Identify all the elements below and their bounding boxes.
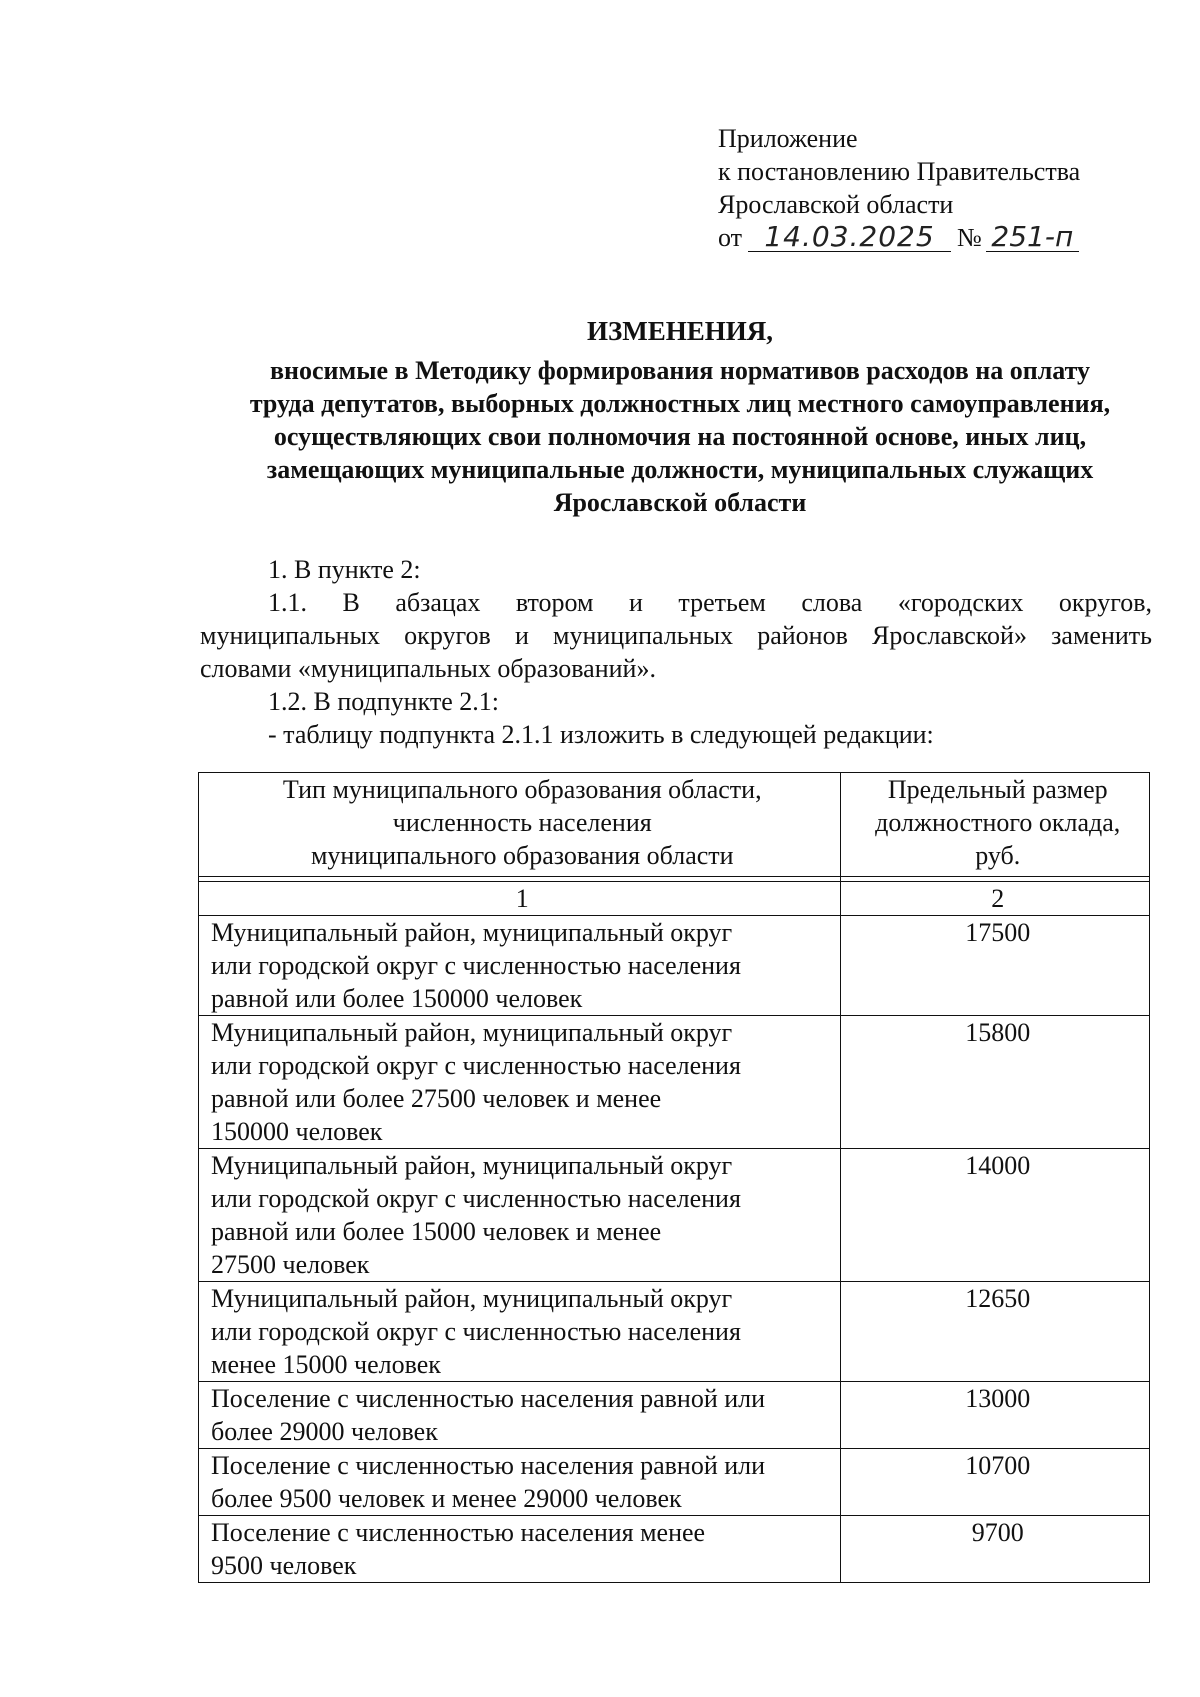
municipality-type-line: равной или более 15000 человек и менее bbox=[211, 1217, 662, 1246]
municipality-type-line: равной или более 27500 человек и менее bbox=[211, 1084, 662, 1113]
salary-limit-cell: 17500 bbox=[840, 916, 1150, 1016]
municipality-type-line: 27500 человек bbox=[211, 1250, 370, 1279]
table-row bbox=[199, 1016, 1150, 1149]
handwritten-date: 14.03.2025 bbox=[748, 223, 951, 252]
title-line: замещающих муниципальные должности, муниципальных служащих bbox=[266, 455, 1094, 484]
title-line: осуществляющих свои полномочия на постоянной основе, иных лиц, bbox=[273, 422, 1087, 451]
appendix-line-3: Ярославской области bbox=[718, 190, 954, 219]
salary-limit-cell: 9700 bbox=[840, 1516, 1150, 1583]
header-col-1 bbox=[199, 773, 841, 877]
title-line: труда депутатов, выборных должностных лиц местного самоуправления, bbox=[249, 389, 1111, 418]
date-prefix: от bbox=[718, 223, 743, 252]
document-title bbox=[150, 315, 1200, 519]
title-main: ИЗМЕНЕНИЯ, bbox=[586, 316, 773, 346]
municipality-type-cell bbox=[199, 916, 841, 1016]
municipality-type-cell bbox=[199, 1016, 841, 1149]
paragraph-2-line-2: муниципальных округов и муниципальных районов Ярославской» заменить bbox=[200, 621, 1152, 650]
municipality-type-line: 9500 человек bbox=[211, 1551, 357, 1580]
header-col-2 bbox=[840, 773, 1150, 877]
municipality-type-line: равной или более 150000 человек bbox=[211, 984, 583, 1013]
municipality-type-line: Муниципальный район, муниципальный округ bbox=[211, 918, 733, 947]
paragraph-2-line-1: 1.1. В абзацах втором и третьем слова «городских округов, bbox=[268, 588, 1152, 617]
table-row bbox=[199, 1449, 1150, 1516]
appendix-line-2: к постановлению Правительства bbox=[718, 157, 1081, 186]
municipality-type-line: Муниципальный район, муниципальный округ bbox=[211, 1284, 733, 1313]
municipality-type-line: Поселение с численностью населения равной или bbox=[211, 1384, 766, 1413]
salary-limit-cell: 14000 bbox=[840, 1149, 1150, 1282]
header-col-2-line: руб. bbox=[975, 841, 1021, 870]
table-column-numbers-row bbox=[199, 882, 1150, 916]
municipality-type-line: или городской округ с численностью населения bbox=[211, 1051, 741, 1080]
table-row bbox=[199, 1282, 1150, 1382]
appendix-block bbox=[718, 122, 1080, 254]
municipality-type-line: Поселение с численностью населения равной или bbox=[211, 1451, 766, 1480]
title-line: Ярославской области bbox=[553, 488, 807, 517]
municipality-type-line: более 9500 человек и менее 29000 человек bbox=[211, 1484, 682, 1513]
column-number-2: 2 bbox=[840, 882, 1150, 916]
column-number-1: 1 bbox=[199, 882, 841, 916]
municipality-type-cell bbox=[199, 1449, 841, 1516]
number-prefix: № bbox=[957, 223, 982, 252]
salary-limit-cell: 12650 bbox=[840, 1282, 1150, 1382]
appendix-date-line bbox=[718, 221, 1080, 254]
table-row bbox=[199, 1149, 1150, 1282]
municipality-type-line: Муниципальный район, муниципальный округ bbox=[211, 1151, 733, 1180]
header-col-2-line: Предельный размер bbox=[887, 775, 1108, 804]
municipality-type-cell bbox=[199, 1382, 841, 1449]
salary-limit-cell: 13000 bbox=[840, 1382, 1150, 1449]
municipality-type-line: или городской округ с численностью населения bbox=[211, 1317, 741, 1346]
municipality-type-line: Поселение с численностью населения менее bbox=[211, 1518, 706, 1547]
municipality-type-line: или городской округ с численностью населения bbox=[211, 1184, 741, 1213]
table-row bbox=[199, 916, 1150, 1016]
header-col-1-line: Тип муниципального образования области, bbox=[282, 775, 762, 804]
municipality-type-line: 150000 человек bbox=[211, 1117, 383, 1146]
salary-limit-cell: 15800 bbox=[840, 1016, 1150, 1149]
title-line: вносимые в Методику формирования нормативов расходов на оплату bbox=[269, 356, 1091, 385]
municipality-type-line: менее 15000 человек bbox=[211, 1350, 441, 1379]
paragraph-2-line-3: словами «муниципальных образований». bbox=[200, 654, 656, 683]
salary-limit-cell: 10700 bbox=[840, 1449, 1150, 1516]
municipality-type-cell bbox=[199, 1516, 841, 1583]
table-row bbox=[199, 1516, 1150, 1583]
body-text bbox=[200, 553, 1152, 751]
paragraph-3: 1.2. В подпункте 2.1: bbox=[268, 687, 499, 716]
paragraph-4: - таблицу подпункта 2.1.1 изложить в следующей редакции: bbox=[268, 720, 934, 749]
municipality-type-line: Муниципальный район, муниципальный округ bbox=[211, 1018, 733, 1047]
salary-norm-table bbox=[198, 772, 1150, 1583]
paragraph-1: 1. В пункте 2: bbox=[268, 555, 421, 584]
handwritten-number: 251-п bbox=[986, 223, 1079, 252]
header-col-1-line: численность населения bbox=[392, 808, 652, 837]
municipality-type-cell bbox=[199, 1282, 841, 1382]
table-header-row bbox=[199, 773, 1150, 877]
table-row bbox=[199, 1382, 1150, 1449]
municipality-type-cell bbox=[199, 1149, 841, 1282]
appendix-line-1: Приложение bbox=[718, 124, 858, 153]
municipality-type-line: более 29000 человек bbox=[211, 1417, 438, 1446]
municipality-type-line: или городской округ с численностью населения bbox=[211, 951, 741, 980]
header-col-2-line: должностного оклада, bbox=[875, 808, 1121, 837]
header-col-1-line: муниципального образования области bbox=[310, 841, 734, 870]
